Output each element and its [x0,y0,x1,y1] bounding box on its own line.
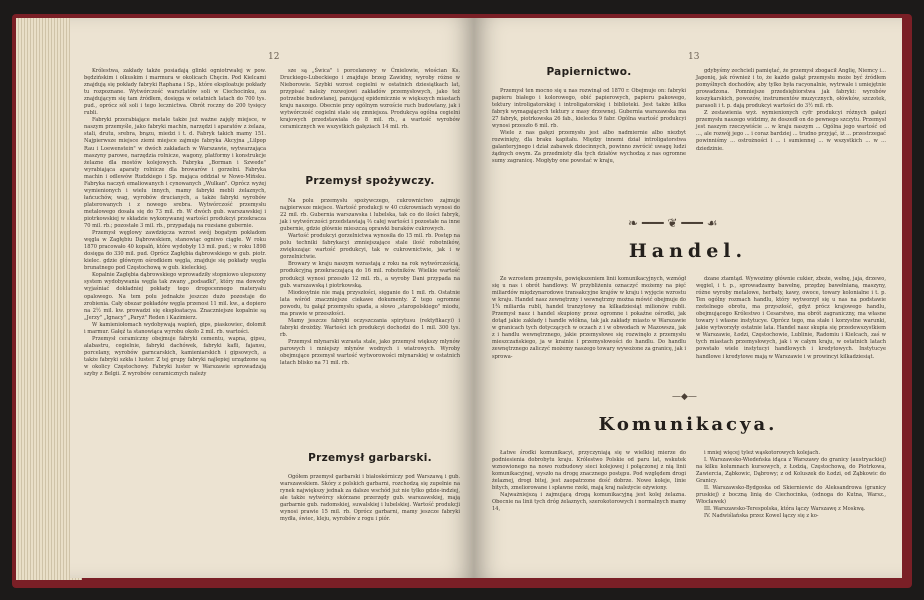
paragraph: dzane ztamtąd. Wywozimy głównie cukier, zboże, wełnę, jaja, drzewo, węgiel, i t. p., sprowadzamy bawełnę, przędzę bawełnianą, maszyny, różne wyroby metalowe, herbaty, kawy, owoce, towary kolonialne i t. p. Ten ogólny rozmach handlu, który wytworzył się u nas na podstawie rzetelnego obrotu, ma przyszłość, gdyż prócz krajowego handlu, obejmującego Królestwo i Cesarstwo, ma obrót zagraniczny, ma własne towary i własne instytucye. Oprócz tego, ma stałe i korzystne warunki, jakie wytworzyły ostatnie lata. Handel nasz skupia się przedewszystkiem w Warszawie, Łodzi, Częstochowie, Lublinie, Radomiu i Kielcach, zaś w tych miastach przemysłowych, jak i w całym kraju, w ostatnich latach powstało wiele instytucyi handlowych i kredytowych. Instytucye handlowe i kredytowe mają w Warszawie i w prowincyi kilkadziesiąt. [696,276,886,360]
paragraph: III. Warszawsko-Terespolska, która łączy Warszawę z Moskwą. [704,506,866,513]
paragraph: Przemysł węglowy zawdzięcza wzrost swój bogatym pokładom węgla w Zagłębiu Dąbrowskiem, stanowiąc ogniwo ciągłe. W roku 1870 pracowało 40 kopalń, które wydobyły 13 mil. pud.; w roku 1898 dosięga do 330 mil. pud. Oprócz Zagłębia dąbrowskiego w gub. piotr. kielec. gdzie głównym ośrodkiem węgla, znajduje się pokłady węgla brunatnego pod Częstochową w gub. kieleckiej. [84,230,266,272]
ornament-icon: ❧ ━━━ ❦ ━━━ ☙ [628,216,718,230]
paragraph: Przemysł ten mocno się u nas rozwinął od 1870 r. Obejmuje on: fabryki papieru białego i kolorowego, obić papierowych, papieru pakowego, tektury introligatorskiej i introligatorskiej i biblioteki. Jest także kilka fabryk wymagających tektury z masy drzewnej. Gubernia warszawska ma 27 fabryk, piotrkowska 26 fab., kielecka 9 fabr. Ogólna wartość produkcyi wynosi przeszło 6 mil. rb. [492,88,686,130]
paragraph: Łatwe środki komunikacyi, przyczyniają się w wielkiej mierze do podniesienia dobrobytu kraju. Królestwo Polskie od paru lat, wskutek wznowionego na nowo rozbudowy sieci kolejowej i połączonej z nią linii komunikacyjnej, wyszło na drogę znacznego postępu. Pod względem drogi żelaznej, drogi bitej, jest zaopatrzone dość dobrze. Nowe koleje, linie bitych, zmeliorowane i spławne rzeki, mają kraj należycie ożywiony. [492,450,686,492]
paragraph: Na polu przemysłu spożywczego, cukrownictwo zajmuje najpierwsze miejsce. Wartość produkcji w 40 cukrowniach wynosi do 22 mil. rb. Gubernia warszawska i lubelska, tak co do ilości fabryk, jak i wytwórczości przedstawiają ⅔ całej wartości i pozostałe na inne gubernie, gdzie głównie mieszczą oprawki buraków cukrowych. [280,198,460,233]
paragraph: i mniej więcej tyleż wąskotorowych kolejach. [704,450,821,456]
text-column [492,88,686,166]
paragraph: Wartość produkcyi gorzelnictwa wynosiła do 15 mil. rb. Postęp na polu techniki fabrykacyi zmniejszające stale ilość robotników, zwiększając wartość produkcyi, tak w cukrownictwie, jak i w gorzelnictwie. [280,233,460,261]
page-number: 13 [688,52,700,62]
text-column [492,450,686,513]
text-column [696,450,886,520]
paragraph: Przemysł ceramiczny obejmuje fabryki cementu, wapna, gipsu, alabastru, cegielnie, fabryki dachówek, fabryki kafli, fajansu, porcelany, wyrobów garncarskich, kamieniarskich i gipsowych, a także fabryki szkła i luster. Z tej grupy fabryki najlepiej urządzone są w okolicy Częstochowy. Fabryki luster w Warszawie sprowadzają szyby z Belgii. Z wyrobów ceramicznych należy [84,335,266,378]
text-column [696,276,886,361]
paragraph: Fabryki przerabiające metale także już ważne zajęły miejsce, w naszym przemyśle, jako fabryki machin, narzędzi i aparatów z żelaza, stali, drutu, srebra, brązu, miedzi i t. d. Fabryk takich mamy 151. Najpierwsze miejsce ziemi miejsce zajmuje fabryka Akcyjna „Lilpop Rau i Loewenstein" w dwóch zakładach w Warszawie, wytwarzająca maszyny parowe, narzędzia rolnicze, wagony, platformy i konstrukcje żelazne dla mostów kolejowych. Fabryka „Borman i Szwede" wyrabiająca aparaty rolnicze dla browarów i gorzelni. Fabryka machin i odlewów Rudzkiego i Sp. mająca oddział w Nowo-Mińsku. Fabryka naczyń emaliowanych i cynowanych „Wulkan". Oprócz wyżej wymienionych i wielu innych, mamy fabryki mebli żelaznych, łańcuchów, wag, wyrobów drucianych, a także fabryki wyrobów platerowanych i z nowego srebra. Wytwórczość przemysłu metalowego dosała się do 73 mil. rb. W dwóch gub. warszawskiej i piotrkowskiej w składzie wykonywanej wartości produkcyi przekracza 70 mil. rb.; pozostałe 3 mil. rb., przypadają na rozsiane gubernie. [84,117,266,230]
page-number: 12 [268,52,280,62]
paragraph: gdybyśmy zechcieli pamiętać, że przemysł zbogacił Anglię, Niemcy i... Japonię, jak również i to, że każdo gałąź przemysłu może być źródłem pomyślnych dochodów, aby tylko była racyonalnie, wytrwale i umiejętnie prowadzona. Pomniejsze przedsiębiorstwa jak fabryki: wyrobów koszykarskich, powozów, instrumentów muzycznych, ołówków, szczotek, parasoli i t. p. dają produkcyi wartości do 3½ mil. rb. [696,68,886,110]
paragraph: Z zestawienia wyż. wymienionych cyfr produkcyi różnych gałęzi przemysłu naszego widzimy, że doszedł on do pewnego szczytu. Przemysł jest naszym rzeczywiście ... w kraju naszym ... Ogólna jego wartość od ..., ale rozwój jego ... i coraz bardziej ... trudno przyjąć, iż ... przestrzegać powinniśmy ... ostrożności i ... i sumiennej ... w wszystkich ... w ... dziedzinie. [696,110,886,152]
paragraph: Mamy jeszcze fabryki oczyszczania spirytusu (rektyfikacyi) i fabryki drożdży. Wartości ich produkcyi dochodzi do 1 mil. 300 tys. rb. [280,317,460,338]
text-column [492,276,686,361]
paragraph: Miodosytnie nie mają przyszłości, sięganie do 1 mil. rb. Ostatnie lata wśród znaczniejsze ciekawe dokumenty. Z tego ogromne powodu, tu gałąź przemysłu spada, a słowo „staropolskiego" miodu, ma prawie w przeszłości. [280,289,460,317]
section-heading: Przemysł garbarski. [308,452,432,464]
paragraph: Najważniejszą i zajmującą drogą komunikacyjną jest kolej żelazna. Obecnie na linii tych dróg żelaznych, szerokotorowych i normalnych mamy 14, [492,492,686,513]
paragraph: W kamieniołomach wydobywają wapień, gips, piaskowiec, dolomit i marmur. Gałęź ta stanowiąca wyrobu około 2 mil. rb. wartości. [84,321,266,335]
paragraph: Przemysł młynarski wzrasta stale, jako przemysł większy młynów parowych i mniejszy młynów wodnych i wiatrowych. Wyroby obejmujące przemysł wartość wytworowości młynarskiej w ostatnich latach blisko na 71 mil. rb. [280,338,460,367]
right-page [474,18,902,578]
section-heading: Przemysł spożywczy. [305,175,435,187]
left-page [70,18,474,578]
paragraph: Browary w kraju naszym wzrastają z roku na rok wytwórczością, produkcyjną przekraczającą do 16 mil. robotników. Wielkie wartość produkcji wynosi przeszło 12 mil. rb., a wyroby Dani przypada na gub. warszawską i piotrkowską. [280,261,460,289]
paragraph: IV. Nadwiślańska przez Kowel łączy się z ko- [704,513,819,520]
text-column [280,68,460,131]
section-heading: Komunikacya. [598,414,778,435]
paragraph: II. Warszawsko-Bydgoska od Skierniewic do Aleksandrowa (granicy pruskiej) z boczną linią do Ciechocinka, (odnoga do Kutna, Warsz., Włocławek) [696,485,886,506]
section-heading: Papiernictwo. [546,66,632,78]
paragraph: Ogółem przemysł garbarski i białoskórniczy pod Warszawą i gub. warszawskiem. Skóry z polskich garbarni, rozchodzą się zupełnie na rynek największy jednak za dalsze wschód już nie tylko gdzie-indziej, ale także wytwórcy skórzane przerzędy gub. warszawskiej, mają garbarnie gub. radomskiej, suwalskiej i lubelskiej. Wartość produkcji wynosi prawie 15 mil. rb. Oprócz garbarni, mamy jeszcze fabryki mydła, świec, kleju, wyrobów z rogu i piór. [280,474,460,523]
section-heading: Handel. [628,240,748,262]
text-column [280,198,460,367]
text-column [280,474,460,523]
divider-icon: —◆— [672,392,697,402]
paragraph: I. Warszawsko-Wiedeńska idąca z Warszawy do granicy (austryackiej) na kilku kolumnach kursowych, z Łodzią, Częstochową, do Piotrkowa, Zawiercia, Ząbkowic, Dąbrowy; z od Koluszek do Łodzi, od Ząbkowic do Granicy. [696,457,886,485]
paragraph: Królestwa, zakłady także posiadają glinki ogniotrwałej w pow. będzińskim i olkuskim i marmura w okolicach Chęcin. Pod Kielcami znajdują się pokłady fabryki Raphana i Sp., które eksploatuje pokłady tu rozpoznane. Wytwórczość warsztatów soli w Ciechocinku, za znajdującym się tam źródłem, dosięga w ostatnich latach do 700 tys. pud., oprócz sól soli i tego lecznictwa. Obrót roczny do 200 tysięcy rubli. [84,68,266,117]
paragraph: Ze wzrostem przemysłu, powiększeniem linii komunikacyjnych, wzmógł się u nas i obrót handlowy. W przybliżeniu oznaczyć możemy na pięć miliardów międzynarodowe transakcyjne krajów w kraju i wyjęcie wzrostu w kraju. Handel nasz zewnętrzny i wewnętrzny można mówić obejmuje do 1¾ miliarda rubli, handel tranzytowy na kilkadziesiąt milionów rubli. Przemysł nasz i handel skupiony przez ogromne i pokaźne ośrodki, jak dotąd jakie zakłady i handle włókna, tak jak zakłady miasto w Warszawie w granicach tych dotyczących w oczach z i w obwodach w Mazowszu, jak z i handlu wewnętrznego, jakie przemysłowe się rozwinęło z przemysłu mieszczańskiego, ja w krainie i przemysłowości do handlu. Do handlu zewnętrznego zaliczyć możemy naszego towary wywożone za granicę, jak i sprowa- [492,276,686,360]
text-column [696,68,886,153]
paragraph: Wiele z nas gałęzi przemysłu jest albo nadmiernie albo niezbyt rozwinięty, dla braku kapitału. Między innemi dział introligatorstwa galanteryjnego i dział zabawek dziecinnych, powinno zwrócić uwagę ludzi żądnych owym. Za przedmioty dla tych działów wychodzą z nas ogromne sumy zagranicę. Mogłyby one powstać w kraju, [492,130,686,165]
paragraph: Kopalnie Zagłębia dąbrowskiego wprowadziły stopniowo ulepszony system wydobywania węgla tak zwany „podsadki", który ma dowody wyjaśniać dokładniej pokłady tego drogocennego materyału opalowego. Na tem polu jednakże jeszcze dużo pozostaje do zrobienia. Cały obszar pokładów węgla przenosi 11 mil. kw., a dopiero na 2½ mil. kw. prowadzi się eksploatacya. Znaczniejsze kopalnie są „Jerzy" „Ignacy" „Paryż" Reden i Kazimierz. [84,272,266,321]
text-column [84,68,266,378]
paragraph: sze są „Świca" i porcelanowy w Ćmielowie, włościan Ks. Druckiego-Lubeckiego i znajduje brzeg Zawidny, wyroby różne w Nieborowie. Szybki wzrost cegielni w ostatnich dziesiątkach lat, przypisać należy rozwojowi zakładów przemysłowych, jako też potrzebie budowlanej, panującej epidemicznie w większych miastach kraju naszego. Obecnie przy ogólnym wzroście ruch budowlany, jak i wytwórczość cegielni stale się zmniejsza. Produkcya ogólna cegielni krajowych przedstawiała do 8 mil. rb., a wartość wyrobów ceramicznych we wszystkich gałęziach 14 mil. rb. [280,68,460,131]
